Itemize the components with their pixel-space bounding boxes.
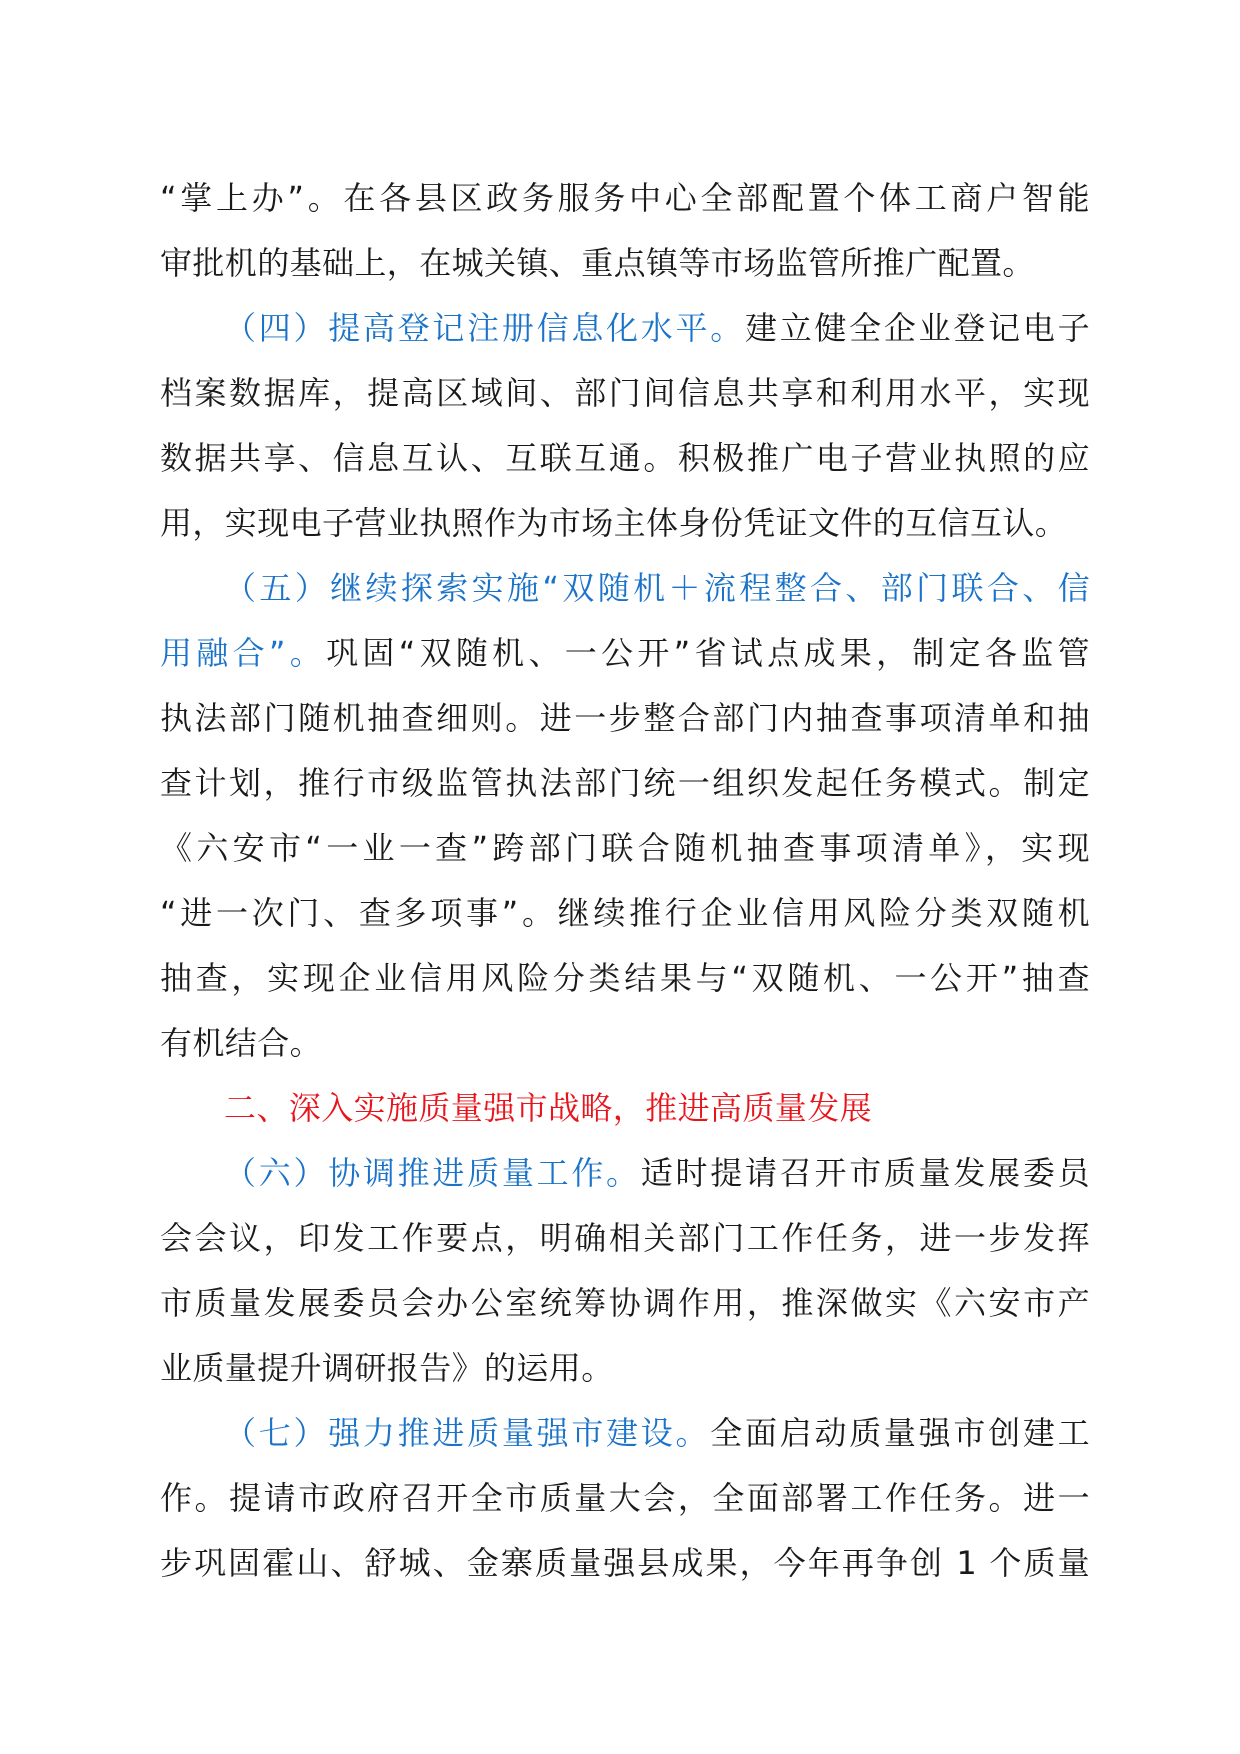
subsection-heading: 用融合”。	[160, 634, 327, 672]
line-text: 数据共享、信息互认、互联互通。积极推广电子营业执照的应	[160, 439, 1090, 477]
subsection-heading: （五）继续探索实施“双随机＋流程整合、部门联合、信	[224, 569, 1090, 607]
subsection-heading-line	[224, 296, 1090, 360]
line-text: 用，实现电子营业执照作为市场主体身份凭证文件的互信互认。	[160, 504, 1068, 542]
line-text: 市质量发展委员会办公室统筹协调作用，推深做实《六安市产	[160, 1284, 1090, 1322]
subsection-heading-line	[224, 1401, 1090, 1465]
line-text: 《六安市“一业一查”跨部门联合随机抽查事项清单》，实现	[160, 829, 1090, 867]
line-text: 巩固“双随机、一公开”省试点成果，制定各监管	[326, 634, 1090, 672]
line-text: 档案数据库，提高区域间、部门间信息共享和利用水平，实现	[160, 374, 1090, 412]
line-text: 全面启动质量强市创建工	[710, 1414, 1090, 1452]
body-line	[160, 751, 1090, 815]
line-text: “进一次门、查多项事”。继续推行企业信用风险分类双随机	[160, 894, 1090, 932]
subsection-heading: （四）提高登记注册信息化水平。	[224, 309, 745, 347]
body-line	[160, 816, 1090, 880]
body-line	[160, 1271, 1090, 1335]
section-title: 二、深入实施质量强市战略，推进高质量发展	[224, 1089, 873, 1127]
line-text: 建立健全企业登记电子	[744, 309, 1090, 347]
body-line	[160, 1336, 1090, 1400]
subsection-heading: （七）强力推进质量强市建设。	[224, 1414, 711, 1452]
line-text: 业质量提升调研报告》的运用。	[160, 1349, 614, 1387]
line-text: 有机结合。	[160, 1024, 323, 1062]
subsection-heading: （六）协调推进质量工作。	[224, 1154, 641, 1192]
body-line	[160, 231, 1090, 295]
line-text: 执法部门随机抽查细则。进一步整合部门内抽查事项清单和抽	[160, 699, 1090, 737]
body-line	[160, 1466, 1090, 1530]
body-line	[160, 361, 1090, 425]
line-text: 会会议，印发工作要点，明确相关部门工作任务，进一步发挥	[160, 1219, 1090, 1257]
line-text: 审批机的基础上，在城关镇、重点镇等市场监管所推广配置。	[160, 244, 1035, 282]
subsection-heading-line	[160, 621, 1090, 685]
body-line	[160, 1206, 1090, 1270]
body-line	[160, 1531, 1090, 1595]
body-line	[160, 426, 1090, 490]
line-text: 步巩固霍山、舒城、金寨质量强县成果，今年再争创 1 个质量	[160, 1544, 1090, 1582]
line-text: 作。提请市政府召开全市质量大会，全面部署工作任务。进一	[160, 1479, 1090, 1517]
line-text: 查计划，推行市级监管执法部门统一组织发起任务模式。制定	[160, 764, 1090, 802]
body-line	[160, 881, 1090, 945]
body-line	[160, 946, 1090, 1010]
section-title-line	[224, 1076, 1090, 1140]
line-text: “掌上办”。在各县区政务服务中心全部配置个体工商户智能	[160, 179, 1090, 217]
body-line	[160, 686, 1090, 750]
subsection-heading-line	[224, 1141, 1090, 1205]
body-line	[160, 1011, 1090, 1075]
line-text: 抽查，实现企业信用风险分类结果与“双随机、一公开”抽查	[160, 959, 1090, 997]
line-text: 适时提请召开市质量发展委员	[640, 1154, 1090, 1192]
body-line	[160, 491, 1090, 555]
subsection-heading-line	[224, 556, 1090, 620]
body-line	[160, 166, 1090, 230]
